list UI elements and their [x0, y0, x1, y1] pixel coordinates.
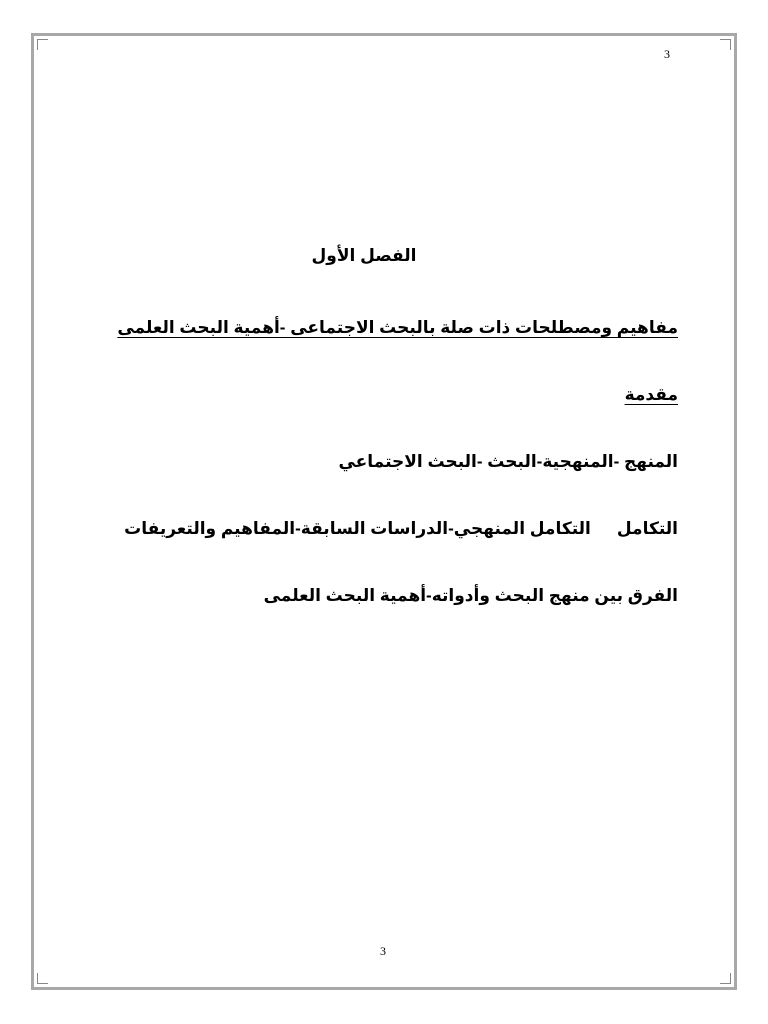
corner-mark-bottom-right — [720, 973, 731, 984]
corner-mark-bottom-left — [37, 973, 48, 984]
topic-line-2-part-1: التكامل — [616, 519, 678, 538]
topic-line-2-part-2: التكامل المنهجي-الدراسات السابقة-المفاهيم والتعريفات — [124, 519, 591, 538]
page-number-top: 3 — [664, 47, 670, 61]
page-number-bottom: 3 — [380, 944, 386, 958]
topic-line-1: المنهج -المنهجية-البحث -البحث الاجتماعي — [338, 452, 678, 471]
topic-line-2 — [124, 519, 678, 539]
topic-line-3: الفرق بين منهج البحث وأدواته-أهمية البحث العلمى — [263, 586, 678, 605]
page-border — [31, 33, 737, 990]
corner-mark-top-right — [720, 39, 731, 50]
corner-mark-top-left — [37, 39, 48, 50]
chapter-title: الفصل الأول — [311, 246, 417, 265]
chapter-subtitle: مفاهيم ومصطلحات ذات صلة بالبحث الاجتماعى -أهمية البحث العلمى — [117, 318, 678, 337]
intro-heading: مقدمة — [624, 385, 678, 404]
